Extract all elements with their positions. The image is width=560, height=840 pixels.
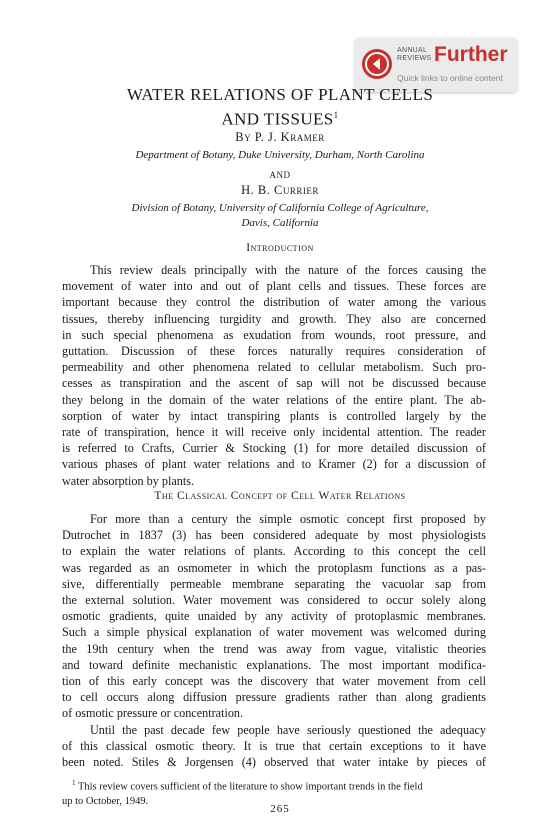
article-title-line1: WATER RELATIONS OF PLANT CELLS xyxy=(126,85,434,104)
section-heading: Introduction xyxy=(246,242,314,254)
author-affiliation: Department of Botany, Duke University, Durham, North Carolina xyxy=(135,149,425,161)
author-name: By P. J. Kramer xyxy=(235,130,325,144)
author-affiliation: Division of Botany, University of California College of Agriculture, xyxy=(131,202,429,214)
annual-reviews-logo: ANNUAL REVIEWS xyxy=(397,47,432,62)
footnote: $^1$ This review covers sufficient of the literature to show important trends in the field up to October, 1949. xyxy=(62,779,423,807)
body-paragraph: Until the past decade few people have seriously questioned the adequacy of this classical osmotic theory. It is true that certain exceptions to it have been noted. Stiles & Jorgensen (4) observed that water intake by pieces of xyxy=(62,723,486,770)
further-subtitle: Quick links to online content xyxy=(397,73,503,83)
title-footnote-mark: 1 xyxy=(333,110,339,120)
and-separator: AND xyxy=(269,170,291,180)
article-title-line2: AND TISSUES$^1$ xyxy=(221,109,339,129)
further-links-button[interactable] xyxy=(355,38,517,92)
arrow-left-circle-icon xyxy=(361,48,393,80)
section-heading: The Classical Concept of Cell Water Relations xyxy=(154,490,406,502)
introduction-paragraph: This review deals principally with the nature of the forces causing the movement of water into and out of plant cells and tissues. These forces are important because they control the distribution of water among the various tissues, thereby influencing turgidity and growth. They also are concerned in such special phenomena as exudation from wounds, root pressure, and guttation. Discussion of these forces naturally requires consideration of permeability and other phenomena related to cellular metabolism. Such pro- cesses as transpiration and the ascent of sap will not be discussed because they belong in the domain of the water relations of the entire plant. The ab- sorption of water by intact transpiring plants is controlled largely by the rate of transpiration, hence it will receive only incidental attention. The reader is referred to Crafts, Currier & Stocking (1) for more detailed discussion of various phases of plant water relations and to Kramer (2) for a discussion of water absorption by plants. xyxy=(62,263,486,488)
further-label: Further xyxy=(434,43,508,66)
page-number: 265 xyxy=(270,803,290,815)
author-name: H. B. Currier xyxy=(241,183,319,197)
body-paragraph: For more than a century the simple osmotic concept first proposed by Dutrochet in 1837 (3) has been considered adequate by most physiologists to explain the water relations of plants. According to this concept the cell was regarded as an osmometer in which the protoplasm functions as a pas- sive, differentially permeable membrane separating the vacuolar sap from the external solution. Water movement was considered to occur solely along osmotic gradients, quite unaided by any activity of protoplasmic membranes. Such a simple physical explanation of water movement was welcomed during the 19th century when the trend was away from vague, vitalistic theories and toward definite mechanistic explanations. The most important modifica- tion of this early concept was the discovery that water movement from cell to cell occurs along diffusion pressure gradients rather than along gradients of osmotic pressure or concentration. xyxy=(62,512,486,721)
author-affiliation-line2: Davis, California xyxy=(241,217,319,229)
